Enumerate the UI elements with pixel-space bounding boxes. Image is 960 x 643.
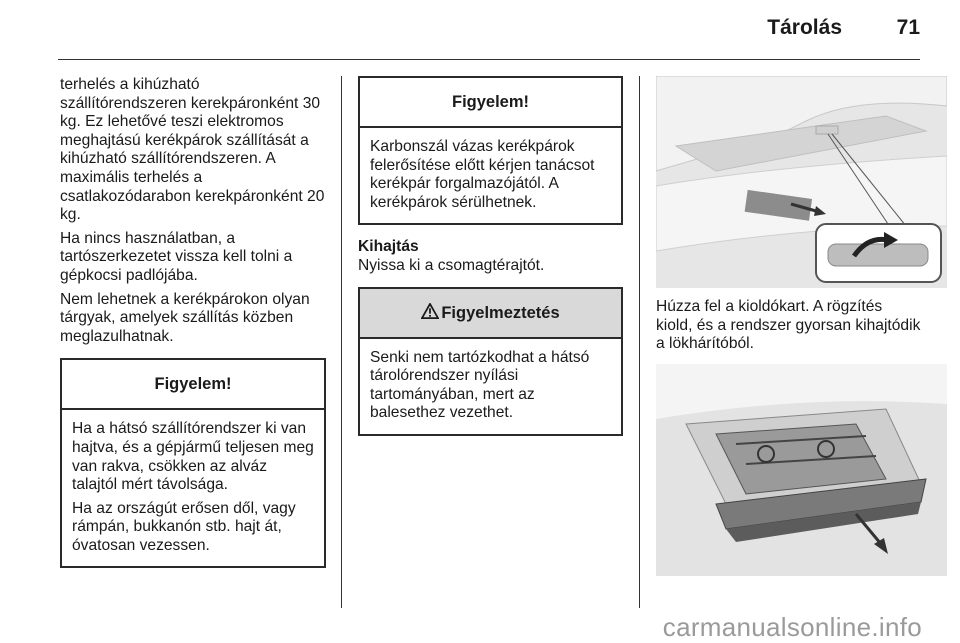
column-middle [358, 76, 623, 436]
watermark: carmanualsonline.info [662, 612, 922, 642]
notice-title: Figyelem! [62, 360, 324, 410]
carrier-extended-drawing [656, 364, 947, 576]
body-paragraph: Nem lehetnek a kerékpárokon olyan tárgyak, amelyek szállítás közben meglazulhatnak. [60, 290, 310, 345]
section-heading: Kihajtás [358, 238, 419, 256]
page-number: 71 [896, 16, 920, 39]
column-right [656, 298, 922, 359]
section-title: Tárolás [767, 16, 842, 39]
section-text: Nyissa ki a csomagtérajtót. [358, 256, 545, 274]
warning-title: Figyelmeztetés [441, 303, 560, 322]
column-left [60, 76, 330, 568]
release-lever-drawing [656, 76, 947, 288]
body-paragraph: Ha nincs használatban, a tartószerkezetet vissza kell tolni a gépkocsi padlójába. [60, 229, 293, 284]
notice-box-load [60, 358, 326, 568]
notice-title: Figyelem! [360, 78, 621, 128]
illustration-release-lever [656, 76, 947, 288]
body-paragraph: terhelés a kihúzható szállítórendszeren kerekpáronként 30 kg. Ez lehetővé teszi elektromos meghajtású kerékpárok szállítását a kihúzható szállítórendszeren. A maximális terhelés a csatlakozódarabon kerekpáronként 20 kg. [60, 76, 325, 224]
warning-text: Senki nem tartózkodhat a hátsó tárolórendszer nyílási tartományában, mert az balesethez vezethet. [370, 348, 590, 422]
column-divider-left [341, 76, 342, 608]
warning-triangle-icon [421, 303, 439, 319]
notice-box-carbon [358, 76, 623, 225]
warning-box [358, 287, 623, 436]
illustration-carrier-extended [656, 364, 947, 576]
header-rule [58, 59, 920, 60]
notice-paragraph: Ha az országút erősen dől, vagy rámpán, bukkanón stb. hajt át, óvatosan vezessen. [72, 499, 296, 554]
notice-text: Karbonszál vázas kerékpárok felerősítése előtt kérjen tanácsot kerékpár forgalmazójától. A kerékpárok sérülhetnek. [370, 138, 595, 211]
column-divider-right [639, 76, 640, 608]
illustration-caption: Húzza fel a kioldókart. A rögzítés kiold, és a rendszer gyorsan kihajtódik a lökhárítóból. [656, 298, 921, 353]
notice-paragraph: Ha a hátsó szállítórendszer ki van hajtva, és a gépjármű teljesen meg van rakva, csökken az alváz talajtól mért távolsága. [72, 420, 314, 494]
warning-title-bar [360, 289, 621, 339]
